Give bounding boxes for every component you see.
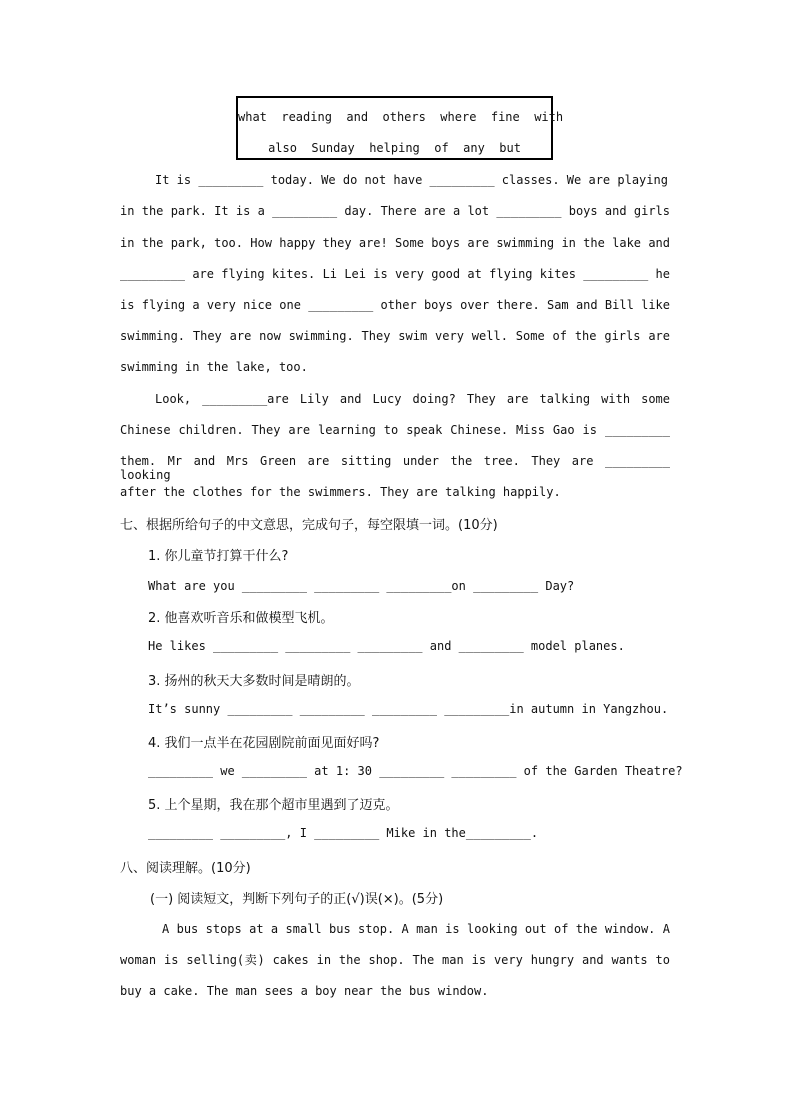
section-7-item-4-en: _________ we _________ at 1: 30 _________ _________ of the Garden Theatre? [148, 764, 683, 778]
section-7-item-1-en: What are you _________ _________ _________on _________ Day? [148, 579, 575, 593]
section-8-subtitle: (一) 阅读短文，判断下列句子的正(√)误(×)。(5分) [150, 892, 444, 907]
section-7-item-5-en: _________ _________, I _________ Mike in the_________. [148, 826, 539, 840]
passage-p1-line-1: It is _________ today. We do not have _________ classes. We are playing [155, 173, 668, 187]
section-8-title: 八、阅读理解。(10分) [120, 861, 251, 876]
section-8-line-3: buy a cake. The man sees a boy near the bus window. [120, 984, 489, 998]
passage-p1-line-2: in the park. It is a _________ day. There are a lot _________ boys and girls [120, 204, 670, 218]
passage-p1-line-3: in the park, too. How happy they are! Some boys are swimming in the lake and [120, 236, 670, 250]
section-7-item-2-cn: 2. 他喜欢听音乐和做模型飞机。 [148, 611, 334, 626]
passage-p1-line-6: swimming. They are now swimming. They swim very well. Some of the girls are [120, 329, 670, 343]
passage-p2-line-3: them. Mr and Mrs Green are sitting under the tree. They are _________ looking [120, 454, 670, 482]
word-bank-box [236, 96, 564, 160]
section-8-line-1: A bus stops at a small bus stop. A man is looking out of the window. A [162, 922, 670, 936]
word-bank-row-1: what reading and others where fine with [238, 110, 564, 124]
section-7-title: 七、根据所给句子的中文意思，完成句子，每空限填一词。(10分) [120, 518, 498, 533]
section-7-item-4-cn: 4. 我们一点半在花园剧院前面见面好吗? [148, 736, 380, 751]
section-7-item-5-cn: 5. 上个星期，我在那个超市里遇到了迈克。 [148, 798, 399, 813]
passage-p2-line-1: Look, _________are Lily and Lucy doing? They are talking with some [155, 392, 670, 406]
passage-p2-line-2: Chinese children. They are learning to speak Chinese. Miss Gao is _________ [120, 423, 670, 437]
word-bank-row-2: also Sunday helping of any but [268, 141, 521, 155]
passage-p1-line-5: is flying a very nice one _________ other boys over there. Sam and Bill like [120, 298, 670, 312]
section-7-item-3-en: It’s sunny _________ _________ _________ _________in autumn in Yangzhou. [148, 702, 669, 716]
section-7-item-3-cn: 3. 扬州的秋天大多数时间是晴朗的。 [148, 674, 360, 689]
passage-p1-line-7: swimming in the lake, too. [120, 360, 308, 374]
passage-p1-line-4: _________ are flying kites. Li Lei is very good at flying kites _________ he [120, 267, 670, 281]
section-8-line-2: woman is selling(卖) cakes in the shop. The man is very hungry and wants to [120, 953, 670, 967]
passage-p2-line-4: after the clothes for the swimmers. They are talking happily. [120, 485, 561, 499]
section-7-item-2-en: He likes _________ _________ _________ and _________ model planes. [148, 639, 625, 653]
section-7-item-1-cn: 1. 你儿童节打算干什么? [148, 549, 289, 564]
